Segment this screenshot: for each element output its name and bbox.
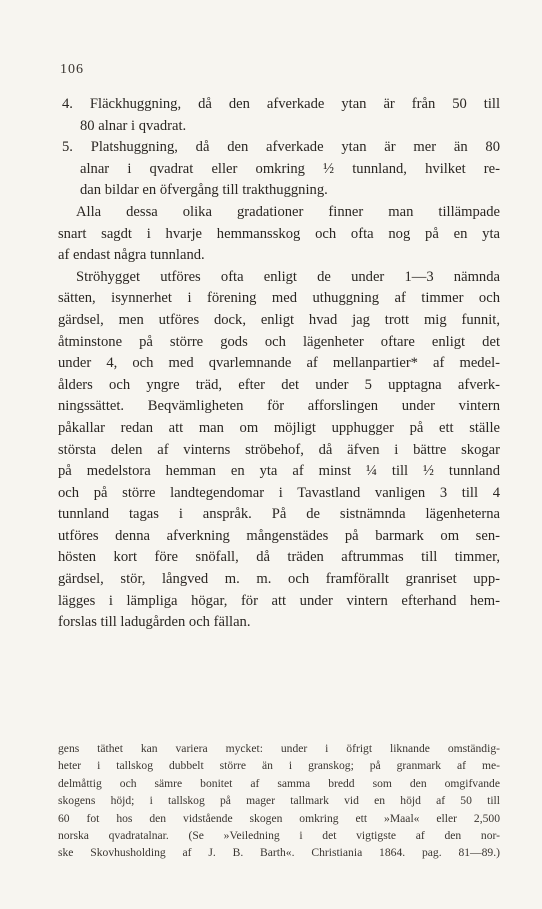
footnote-line: gens täthet kan variera mycket: under i öfrigt liknande omständig- (58, 742, 500, 755)
footnote-line: delmåttig och sämre bonitet af samma bredd som den omgifvande (58, 776, 500, 790)
text-line: och på större landtegendomar i Tavastland vanligen 3 till 4 (58, 484, 500, 501)
text-line: af endast några tunnland. (58, 247, 205, 264)
text-line: utföres denna afverkning mångenstädes på barmark om sen- (58, 527, 500, 544)
text-line: Alla dessa olika gradationer finner man tillämpade (76, 203, 500, 220)
text-line: åtminstone på större gods och lägenheter oftare enligt det (58, 333, 500, 350)
footnote-line: heter i tallskog dubbelt större än i granskog; på granmark af me- (58, 759, 500, 773)
text-line: gärdsel, men utföres dock, enligt hvad jag trott mig funnit, (58, 311, 500, 328)
footnote-line: ske Skovhusholding af J. B. Barth«. Christiania 1864. pag. 81—89.) (58, 846, 500, 860)
page-number: 106 (60, 62, 84, 77)
text-line: dan bildar en öfvergång till trakthuggning. (80, 182, 328, 199)
text-line: påkallar redan att man om möjligt upphugger på ett ställe (58, 419, 500, 436)
text-line: 80 alnar i qvadrat. (80, 117, 187, 134)
text-line: ålders och yngre träd, efter det under 5 upptagna afverk- (58, 376, 500, 393)
text-line: alnar i qvadrat eller omkring ½ tunnland, hvilket re- (80, 160, 500, 177)
text-line: 4. Fläckhuggning, då den afverkade ytan är från 50 till (62, 96, 500, 112)
text-line: hösten kort före snöfall, då träden aftrummas till timmer, (58, 549, 500, 566)
text-line: 5. Platshuggning, då den afverkade ytan är mer än 80 (62, 139, 500, 156)
main-text (58, 94, 500, 634)
footnote (58, 740, 500, 862)
text-line: sätten, isynnerhet i förening med uthuggning af timmer och (58, 290, 500, 307)
text-line: gärdsel, stör, långved m. m. och framförallt granriset upp- (58, 571, 500, 588)
text-line: ningssättet. Beqvämligheten för afforslingen under vintern (58, 398, 500, 415)
text-line: lägges i lämpliga högar, för att under vintern efterhand hem- (58, 592, 500, 609)
text-line: Ströhygget utföres ofta enligt de under 1—3 nämnda (76, 268, 500, 285)
footnote-line: 60 fot hos den vidstående skogen omkring ett »Maal« eller 2,500 (58, 811, 500, 825)
text-line: största delen af vinterns ströbehof, då äfven i bättre skogar (58, 441, 500, 458)
footnote-line: skogens höjd; i tallskog på mager tallmark vid en höjd af 50 till (58, 794, 500, 808)
text-line: forslas till ladugården och fällan. (58, 614, 251, 631)
text-line: tunnland tagas i anspråk. På de sistnämnda lägenheterna (58, 506, 500, 523)
footnote-line: norska qvadratalnar. (Se »Veiledning i det vigtigste af den nor- (58, 828, 500, 842)
text-line: snart sagdt i hvarje hemmansskog och ofta nog på en yta (58, 225, 500, 242)
text-line: på medelstora hemman en yta af minst ¼ till ½ tunnland (58, 463, 500, 480)
text-line: under 4, och med qvarlemnande af mellanpartier* af medel- (58, 355, 500, 372)
